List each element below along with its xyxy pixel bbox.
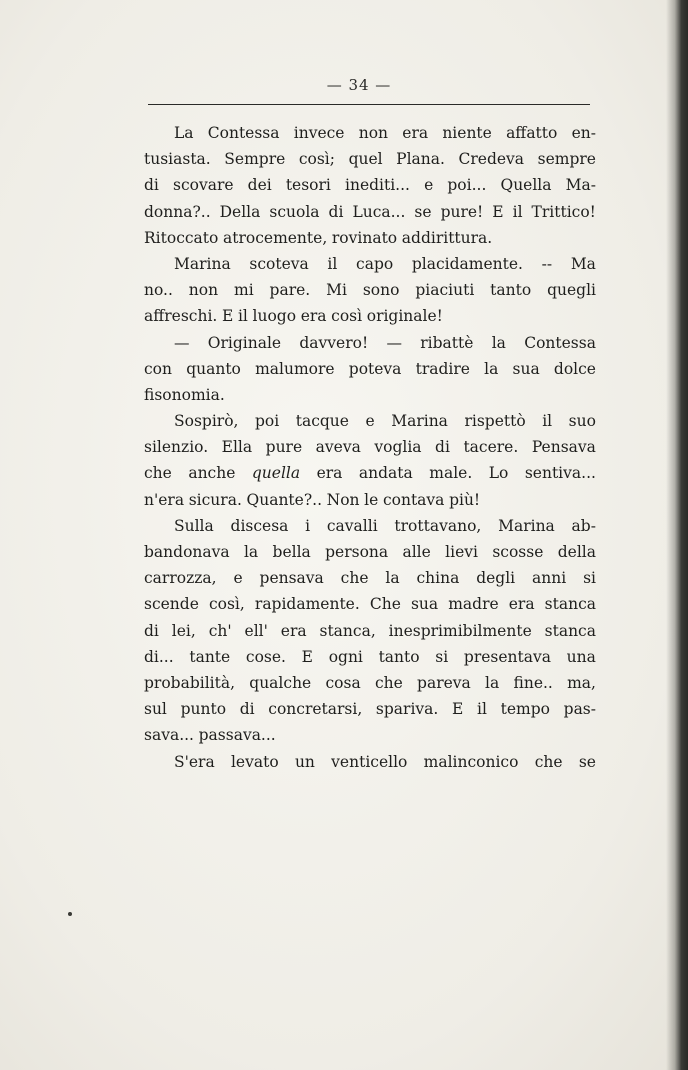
text-line [144, 382, 596, 408]
text-line [144, 251, 596, 277]
word: donna?.. [144, 202, 211, 221]
word: tacque [295, 412, 349, 431]
text-line [144, 434, 596, 460]
word: di... [144, 647, 174, 666]
word: quanto [186, 359, 241, 378]
word: di [144, 176, 159, 195]
text-line [144, 120, 596, 146]
word: discesa [230, 516, 289, 535]
word: originale! [366, 307, 443, 326]
word: — [386, 333, 402, 352]
word: andata [358, 464, 413, 483]
word: il [327, 254, 338, 273]
word: quella [251, 464, 301, 483]
text-line [144, 591, 596, 617]
word: suo [568, 412, 596, 431]
word: lievi [445, 543, 478, 561]
word: sul [144, 700, 167, 719]
word: il [542, 412, 553, 431]
text-line [144, 303, 596, 329]
word: E [452, 700, 464, 719]
word: stanca [544, 595, 596, 614]
word: rovinato [331, 228, 398, 247]
word: spariva. [375, 700, 439, 719]
word: n'era [144, 490, 185, 509]
text-line [144, 618, 596, 644]
word: Sempre [224, 150, 286, 169]
word: pensava [259, 569, 324, 588]
word: niente [442, 124, 492, 142]
text-line [144, 356, 596, 382]
word: la [385, 569, 400, 588]
word: punto [180, 700, 227, 719]
word: malinconico [423, 752, 519, 771]
word: dei [247, 176, 272, 195]
word: concretarsi, [268, 700, 363, 719]
word: Ma [570, 254, 596, 273]
text-line [144, 696, 596, 722]
word: Sulla [174, 516, 214, 535]
text-line [144, 408, 596, 434]
word: così; [298, 150, 335, 169]
page-number: — 34 — [326, 76, 392, 94]
word: La [174, 124, 194, 142]
word: anche [188, 464, 236, 483]
word: tusiasta. [144, 150, 211, 169]
binding-edge [666, 0, 688, 1070]
word: con [144, 359, 172, 378]
word: stanca [544, 621, 596, 640]
word: tanto [490, 281, 532, 300]
word: cose. [245, 647, 286, 666]
word: sua [512, 359, 540, 378]
word: era [508, 595, 535, 614]
word: così, [208, 595, 245, 614]
word: così [331, 307, 363, 326]
word: sono [362, 281, 400, 300]
word: di [328, 202, 344, 221]
word: Marina [498, 516, 555, 535]
word: china [416, 569, 460, 588]
word: affreschi. [144, 307, 218, 326]
word: Contessa [207, 124, 280, 142]
word: silenzio. [144, 438, 209, 457]
word: lei, [171, 621, 196, 640]
word: invece [293, 124, 345, 142]
header-rule [148, 104, 590, 105]
word: S'era [174, 752, 215, 771]
word: Non [326, 490, 360, 509]
text-line [144, 487, 596, 513]
word: probabilità, [144, 673, 236, 692]
word: si [435, 647, 449, 666]
text-line [144, 670, 596, 696]
word: il [512, 202, 523, 221]
word: scuola [269, 202, 320, 221]
word: affatto [506, 124, 558, 142]
word: scoteva [249, 254, 309, 273]
text-line [144, 539, 596, 565]
word: capo [356, 254, 394, 273]
word: -- [541, 254, 553, 273]
word: no.. [144, 281, 173, 300]
word: scosse [492, 543, 544, 561]
word: E [221, 307, 234, 326]
word: Contessa [524, 333, 596, 352]
word: la [243, 543, 259, 561]
text-line [144, 330, 596, 356]
word: mi [234, 281, 254, 300]
word: se [578, 752, 596, 771]
word: luogo [252, 307, 297, 326]
word: Luca... [352, 202, 406, 221]
word: Ritoccato [144, 228, 219, 247]
text-line [144, 565, 596, 591]
word: — [174, 333, 190, 352]
word: Marina [174, 254, 231, 273]
word: poi [254, 412, 280, 431]
word: scovare [173, 176, 234, 195]
word: la [485, 673, 500, 692]
word: era [316, 464, 343, 483]
word: piaciuti [415, 281, 475, 300]
word: Quante?.. [246, 490, 322, 509]
word: sua [410, 595, 439, 614]
word: pure! [440, 202, 484, 221]
word: ch' [208, 621, 232, 640]
word: dolce [553, 359, 596, 378]
word: poteva [348, 359, 402, 378]
word: sempre [537, 150, 596, 169]
word: pas- [563, 700, 596, 719]
word: qualche [249, 673, 312, 692]
word: voglia [374, 438, 422, 457]
word: alle [402, 543, 431, 561]
word: tesori [285, 176, 331, 195]
word: presentava [463, 647, 551, 666]
word: scende [144, 595, 199, 614]
word: ab- [571, 516, 596, 535]
word: un [294, 752, 315, 771]
word: Sospirò, [174, 412, 239, 431]
word: placidamente. [411, 254, 523, 273]
word: di [435, 438, 450, 457]
word: stanca, [319, 621, 376, 640]
word: Marina [391, 412, 448, 431]
word: Ma- [565, 176, 596, 195]
word: addirittura. [401, 228, 493, 247]
word: passava... [198, 726, 276, 745]
word: che [534, 752, 563, 771]
word: persona [325, 543, 389, 561]
word: Originale [207, 333, 282, 352]
word: en- [571, 124, 596, 142]
word: pure [265, 438, 303, 457]
word: tacere. [463, 438, 519, 457]
word: venticello [331, 752, 408, 771]
word: una [566, 647, 596, 666]
text-line [144, 749, 596, 775]
word: tante [189, 647, 231, 666]
word: che [340, 569, 369, 588]
word: la [484, 359, 499, 378]
word: fisonomia. [144, 385, 225, 404]
text-line [144, 722, 596, 748]
word: Quella [500, 176, 552, 195]
word: trottavano, [394, 516, 482, 535]
word: il [477, 700, 487, 719]
word: Plana. [396, 150, 445, 169]
word: degli [476, 569, 516, 588]
word: che [144, 464, 172, 483]
word: che [374, 673, 403, 692]
word: se [414, 202, 432, 221]
text-line [144, 225, 596, 251]
word: Mi [326, 281, 347, 300]
word: inesprimibilmente [388, 621, 532, 640]
word: Pensava [531, 438, 596, 457]
word: atrocemente, [223, 228, 328, 247]
word: il [237, 307, 248, 326]
word: la [491, 333, 506, 352]
word: poi... [447, 176, 487, 195]
word: pare. [269, 281, 311, 300]
word: ma, [567, 673, 596, 692]
word: di [239, 700, 255, 719]
text-line [144, 460, 596, 486]
text-line [144, 172, 596, 198]
word: sava... [144, 726, 194, 745]
word: quegli [547, 281, 596, 300]
word: Lo [488, 464, 509, 483]
word: contava [382, 490, 445, 509]
word: era [280, 621, 307, 640]
word: ogni [328, 647, 363, 666]
word: Ella [221, 438, 253, 457]
word: anni [532, 569, 567, 588]
word: cosa [325, 673, 361, 692]
word: i [305, 516, 311, 535]
word: madre [448, 595, 499, 614]
word: ribattè [420, 333, 474, 352]
word: tradire [415, 359, 470, 378]
ink-speck [68, 912, 72, 916]
word: rapidamente. [254, 595, 360, 614]
word: aveva [315, 438, 361, 457]
text-line [144, 199, 596, 225]
word: sentiva... [524, 464, 596, 483]
word: sicura. [188, 490, 242, 509]
word: malumore [255, 359, 335, 378]
word: non [358, 124, 389, 142]
word: e [233, 569, 243, 588]
word: pareva [417, 673, 471, 692]
word: non [188, 281, 219, 300]
word: era [300, 307, 327, 326]
word: Che [369, 595, 401, 614]
text-line [144, 146, 596, 172]
word: fine.. [513, 673, 553, 692]
word: si [583, 569, 596, 588]
word: era [402, 124, 429, 142]
word: davvero! [299, 333, 369, 352]
word: rispettò [464, 412, 526, 431]
word: bella [272, 543, 311, 561]
word: tempo [500, 700, 550, 719]
word: della [557, 543, 596, 561]
word: male. [429, 464, 473, 483]
word: e [365, 412, 375, 431]
word: le [364, 490, 379, 509]
word: Trittico! [531, 202, 596, 221]
word: più! [449, 490, 481, 509]
text-line [144, 277, 596, 303]
word: levato [230, 752, 279, 771]
text-line [144, 644, 596, 670]
word: Della [219, 202, 261, 221]
word: bandonava [144, 543, 230, 561]
word: E [301, 647, 313, 666]
body-text [144, 120, 596, 775]
word: E [492, 202, 504, 221]
word: ell' [244, 621, 268, 640]
word: di [144, 621, 159, 640]
word: cavalli [326, 516, 378, 535]
word: inediti... [345, 176, 410, 195]
word: quel [348, 150, 383, 169]
word: Credeva [458, 150, 525, 169]
word: carrozza, [144, 569, 217, 588]
word: tanto [378, 647, 420, 666]
word: e [424, 176, 434, 195]
text-line [144, 513, 596, 539]
